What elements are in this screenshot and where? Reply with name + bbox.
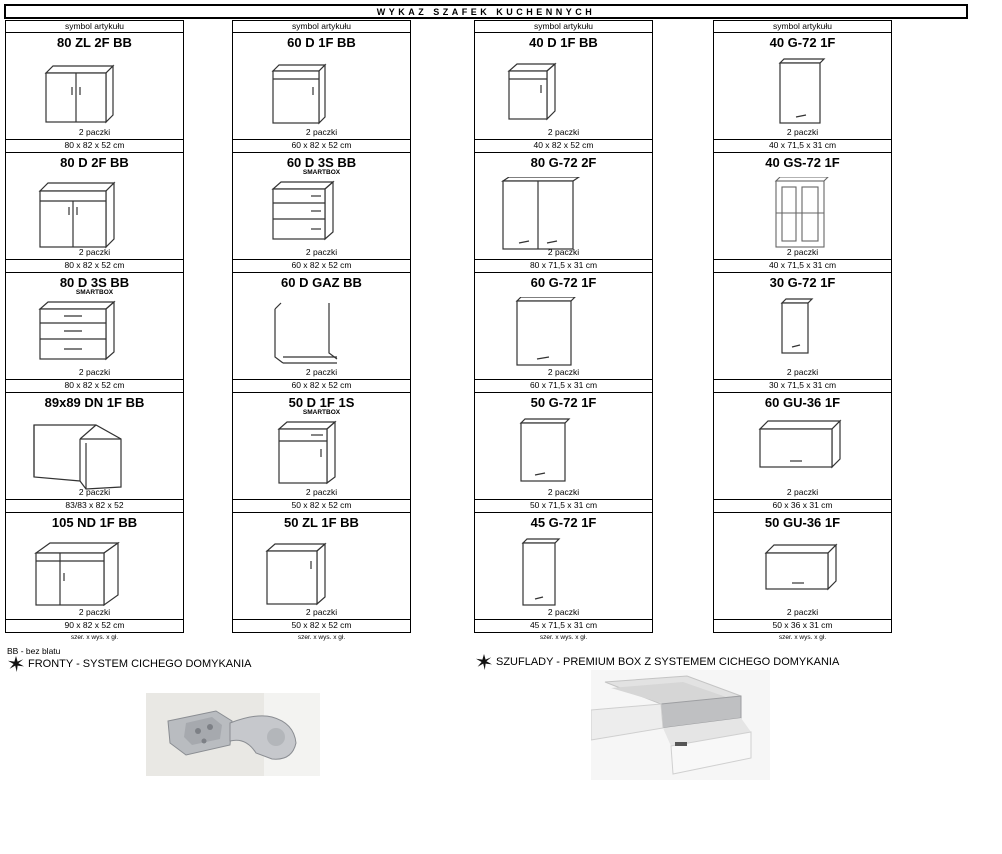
cabinet-cell xyxy=(474,153,653,273)
cabinet-cell xyxy=(5,153,184,273)
base-cabinet-drawer-door-icon xyxy=(233,417,410,497)
dimensions-legend: szer. x wys. x gł. xyxy=(539,634,588,641)
package-count: 2 paczki xyxy=(786,127,819,137)
cabinet-code: 50 G-72 1F xyxy=(530,395,597,410)
flap-wall-cabinet-icon xyxy=(714,537,891,617)
cabinet-dimensions: 80 x 71,5 x 31 cm xyxy=(475,259,652,272)
cabinet-column-3 xyxy=(474,20,653,643)
cabinet-dimensions: 50 x 82 x 52 cm xyxy=(233,499,410,512)
cabinet-code: 60 D GAZ BB xyxy=(281,275,362,290)
package-count: 2 paczki xyxy=(78,127,111,137)
cabinet-code: 80 G-72 2F xyxy=(530,155,597,170)
cabinet-cell xyxy=(232,273,411,393)
cabinet-subtitle: SMARTBOX xyxy=(75,289,114,296)
narrow-wall-cabinet-icon xyxy=(714,297,891,377)
cabinet-dimensions: 50 x 71,5 x 31 cm xyxy=(475,499,652,512)
corner-base-cabinet-1-door-icon xyxy=(6,537,183,617)
cabinet-cell xyxy=(5,273,184,393)
cabinet-dimensions: 80 x 82 x 52 cm xyxy=(6,139,183,152)
cabinet-dimensions: 50 x 36 x 31 cm xyxy=(714,619,891,632)
base-cabinet-3-drawers-icon xyxy=(6,297,183,377)
wall-cabinet-1-door-icon xyxy=(475,297,652,377)
cabinet-code: 80 D 3S BB xyxy=(59,275,130,290)
cabinet-code: 60 D 1F BB xyxy=(287,35,356,50)
column-header: symbol artykułu xyxy=(232,20,411,33)
feature-label: SZUFLADY - PREMIUM BOX Z SYSTEMEM CICHEGO DOMYKANIA xyxy=(496,656,840,668)
package-count: 2 paczki xyxy=(305,487,338,497)
wall-cabinet-1-door-icon xyxy=(714,57,891,137)
package-count: 2 paczki xyxy=(786,487,819,497)
dimensions-legend: szer. x wys. x gł. xyxy=(778,634,827,641)
base-cabinet-1-door-icon xyxy=(233,57,410,137)
cabinet-dimensions: 45 x 71,5 x 31 cm xyxy=(475,619,652,632)
package-count: 2 paczki xyxy=(786,367,819,377)
cabinet-cell xyxy=(474,33,653,153)
package-count: 2 paczki xyxy=(78,247,111,257)
cabinet-cell xyxy=(232,153,411,273)
cabinet-code: 40 GS-72 1F xyxy=(765,155,840,170)
cabinet-cell xyxy=(474,513,653,633)
glass-wall-cabinet-icon xyxy=(714,177,891,257)
dimensions-legend: szer. x wys. x gł. xyxy=(70,634,119,641)
cabinet-dimensions: 83/83 x 82 x 52 xyxy=(6,499,183,512)
feature-label: FRONTY - SYSTEM CICHEGO DOMYKANIA xyxy=(28,658,252,670)
cabinet-dimensions: 50 x 82 x 52 cm xyxy=(233,619,410,632)
cabinet-cell xyxy=(5,33,184,153)
cabinet-dimensions: 60 x 82 x 52 cm xyxy=(233,259,410,272)
cabinet-subtitle: SMARTBOX xyxy=(302,169,341,176)
wall-cabinet-2-doors-icon xyxy=(475,177,652,257)
cabinet-dimensions: 60 x 82 x 52 cm xyxy=(233,379,410,392)
package-count: 2 paczki xyxy=(547,607,580,617)
cabinet-code: 40 D 1F BB xyxy=(529,35,598,50)
star-icon xyxy=(476,654,492,670)
cabinet-code: 80 ZL 2F BB xyxy=(57,35,132,50)
package-count: 2 paczki xyxy=(305,127,338,137)
cabinet-cell xyxy=(5,393,184,513)
cabinet-dimensions: 90 x 82 x 52 cm xyxy=(6,619,183,632)
column-header: symbol artykułu xyxy=(5,20,184,33)
star-icon xyxy=(8,656,24,672)
cabinet-cell xyxy=(713,393,892,513)
cabinet-dimensions: 80 x 82 x 52 cm xyxy=(6,379,183,392)
narrow-wall-cabinet-icon xyxy=(475,537,652,617)
cabinet-code: 50 D 1F 1S xyxy=(288,395,355,410)
cabinet-subtitle: SMARTBOX xyxy=(302,409,341,416)
cabinet-cell xyxy=(232,393,411,513)
cabinet-code: 50 GU-36 1F xyxy=(764,515,841,530)
cabinet-code: 30 G-72 1F xyxy=(769,275,836,290)
base-cabinet-3-drawers-icon xyxy=(233,177,410,257)
package-count: 2 paczki xyxy=(78,487,111,497)
cabinet-code: 60 G-72 1F xyxy=(530,275,597,290)
cabinet-code: 89x89 DN 1F BB xyxy=(44,395,145,410)
package-count: 2 paczki xyxy=(305,607,338,617)
flap-wall-cabinet-icon xyxy=(714,417,891,497)
package-count: 2 paczki xyxy=(547,487,580,497)
cabinet-dimensions: 60 x 71,5 x 31 cm xyxy=(475,379,652,392)
cabinet-code: 80 D 2F BB xyxy=(60,155,129,170)
package-count: 2 paczki xyxy=(547,127,580,137)
page-title: WYKAZ SZAFEK KUCHENNYCH xyxy=(4,4,968,19)
column-header: symbol artykułu xyxy=(474,20,653,33)
cabinet-cell xyxy=(5,513,184,633)
cabinet-dimensions: 30 x 71,5 x 31 cm xyxy=(714,379,891,392)
base-cabinet-2-doors-icon xyxy=(6,177,183,257)
cabinet-code: 50 ZL 1F BB xyxy=(284,515,359,530)
package-count: 2 paczki xyxy=(786,607,819,617)
abbreviation-note: BB - bez blatu xyxy=(7,646,61,656)
cabinet-column-1 xyxy=(5,20,184,643)
cabinet-cell xyxy=(232,513,411,633)
cabinet-dimensions: 80 x 82 x 52 cm xyxy=(6,259,183,272)
cabinet-dimensions: 60 x 82 x 52 cm xyxy=(233,139,410,152)
base-cabinet-1-door-icon xyxy=(475,57,652,137)
cabinet-column-4 xyxy=(713,20,892,643)
package-count: 2 paczki xyxy=(78,607,111,617)
cabinet-dimensions: 40 x 71,5 x 31 cm xyxy=(714,259,891,272)
cabinet-dimensions: 40 x 82 x 52 cm xyxy=(475,139,652,152)
sink-base-cabinet-2-doors-icon xyxy=(6,57,183,137)
cabinet-cell xyxy=(232,33,411,153)
cabinet-code: 45 G-72 1F xyxy=(530,515,597,530)
feature-soft-close-fronts xyxy=(8,656,252,672)
cabinet-dimensions: 40 x 71,5 x 31 cm xyxy=(714,139,891,152)
cabinet-code: 60 D 3S BB xyxy=(286,155,357,170)
cabinet-cell xyxy=(713,273,892,393)
corner-base-cabinet-icon xyxy=(6,417,183,497)
dimensions-legend: szer. x wys. x gł. xyxy=(297,634,346,641)
package-count: 2 paczki xyxy=(786,247,819,257)
feature-premium-drawers xyxy=(476,654,839,670)
cabinet-code: 60 GU-36 1F xyxy=(764,395,841,410)
package-count: 2 paczki xyxy=(547,247,580,257)
cabinet-code: 40 G-72 1F xyxy=(769,35,836,50)
cabinet-cell xyxy=(474,273,653,393)
cabinet-column-2 xyxy=(232,20,411,643)
soft-close-hinge-photo xyxy=(146,693,320,776)
cabinet-cell xyxy=(474,393,653,513)
package-count: 2 paczki xyxy=(547,367,580,377)
cabinet-code: 105 ND 1F BB xyxy=(51,515,138,530)
premium-drawer-photo xyxy=(591,670,770,780)
wall-cabinet-1-door-icon xyxy=(475,417,652,497)
cabinet-cell xyxy=(713,153,892,273)
sink-base-cabinet-1-door-icon xyxy=(233,537,410,617)
package-count: 2 paczki xyxy=(305,367,338,377)
oven-housing-cabinet-icon xyxy=(233,297,410,377)
package-count: 2 paczki xyxy=(78,367,111,377)
cabinet-cell xyxy=(713,33,892,153)
column-header: symbol artykułu xyxy=(713,20,892,33)
package-count: 2 paczki xyxy=(305,247,338,257)
cabinet-cell xyxy=(713,513,892,633)
cabinet-dimensions: 60 x 36 x 31 cm xyxy=(714,499,891,512)
